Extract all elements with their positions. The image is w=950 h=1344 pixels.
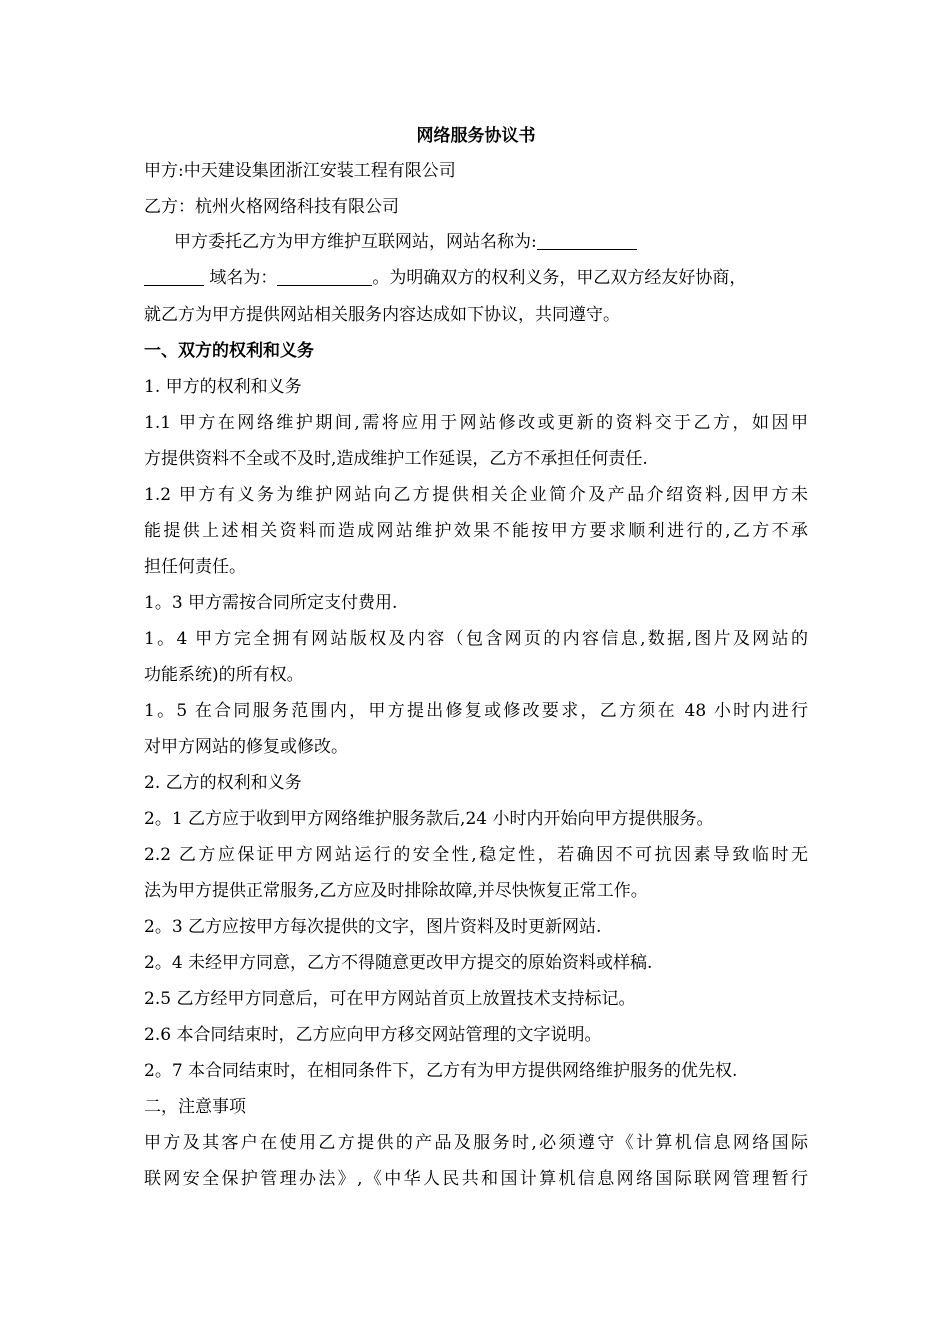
clause-1-3: 1。3 甲方需按合同所定支付费用. [144, 593, 398, 613]
notice-line-2: 联网安全保护管理办法》,《中华人民共和国计算机信息网络国际联网管理暂行 [144, 1169, 808, 1189]
clause-1-1-line-2: 方提供资料不全或不及时,造成维护工作延误，乙方不承担任何责任. [144, 449, 648, 469]
subheading-1: 1. 甲方的权利和义务 [144, 377, 302, 397]
clause-1-1-line-1: 1.1 甲方在网络维护期间,需将应用于网站修改或更新的资料交于乙方，如因甲 [144, 413, 808, 433]
intro-line-2 [144, 265, 808, 291]
party-b: 乙方：杭州火格网络科技有限公司 [144, 197, 399, 217]
document-title: 网络服务协议书 [416, 126, 536, 146]
clause-2-2-line-1: 2.2 乙方应保证甲方网站运行的安全性,稳定性，若确因不可抗因素导致临时无 [144, 845, 808, 865]
site-name-blank-cont [144, 267, 204, 286]
clause-1-2-line-3: 担任何责任。 [144, 557, 246, 577]
clause-1-5-line-1: 1。5 在合同服务范围内，甲方提出修复或修改要求，乙方须在 48 小时内进行 [144, 701, 808, 721]
intro-text-2: 。为明确双方的权利义务，甲乙双方经友好协商， [372, 268, 747, 288]
site-name-blank [537, 231, 637, 250]
domain-blank [277, 267, 372, 286]
clause-2-4: 2。4 未经甲方同意，乙方不得随意更改甲方提交的原始资料或样稿. [144, 953, 653, 973]
clause-1-5-line-2: 对甲方网站的修复或修改。 [144, 737, 348, 757]
intro-line-3: 就乙方为甲方提供网站相关服务内容达成如下协议，共同遵守。 [144, 305, 620, 325]
domain-label: 域名为： [209, 268, 278, 288]
clause-1-2-line-2: 能提供上述相关资料而造成网站维护效果不能按甲方要求顺利进行的,乙方不承 [144, 521, 808, 541]
clause-2-6: 2.6 本合同结束时，乙方应向甲方移交网站管理的文字说明。 [144, 1025, 602, 1045]
clause-1-4-line-2: 功能系统)的所有权。 [144, 665, 304, 685]
clause-2-3: 2。3 乙方应按甲方每次提供的文字，图片资料及时更新网站. [144, 917, 602, 937]
clause-2-2-line-2: 法为甲方提供正常服务,乙方应及时排除故障,并尽快恢复正常工作。 [144, 881, 648, 901]
subheading-2: 2. 乙方的权利和义务 [144, 773, 302, 793]
notice-line-1: 甲方及其客户在使用乙方提供的产品及服务时,必须遵守《计算机信息网络国际 [144, 1133, 808, 1153]
section-heading-1: 一、双方的权利和义务 [144, 341, 314, 361]
clause-2-7: 2。7 本合同结束时，在相同条件下，乙方有为甲方提供网络维护服务的优先权. [144, 1061, 738, 1081]
intro-text-1: 甲方委托乙方为甲方维护互联网站，网站名称为: [174, 232, 537, 252]
section-heading-2: 二，注意事项 [144, 1097, 246, 1117]
party-a: 甲方:中天建设集团浙江安装工程有限公司 [144, 161, 456, 181]
intro-line-1 [144, 229, 808, 255]
clause-2-1: 2。1 乙方应于收到甲方网络维护服务款后,24 小时内开始向甲方提供服务。 [144, 809, 714, 829]
clause-1-4-line-1: 1。4 甲方完全拥有网站版权及内容（包含网页的内容信息,数据,图片及网站的 [144, 629, 808, 649]
clause-1-2-line-1: 1.2 甲方有义务为维护网站向乙方提供相关企业简介及产品介绍资料,因甲方未 [144, 485, 808, 505]
clause-2-5: 2.5 乙方经甲方同意后，可在甲方网站首页上放置技术支持标记。 [144, 989, 636, 1009]
